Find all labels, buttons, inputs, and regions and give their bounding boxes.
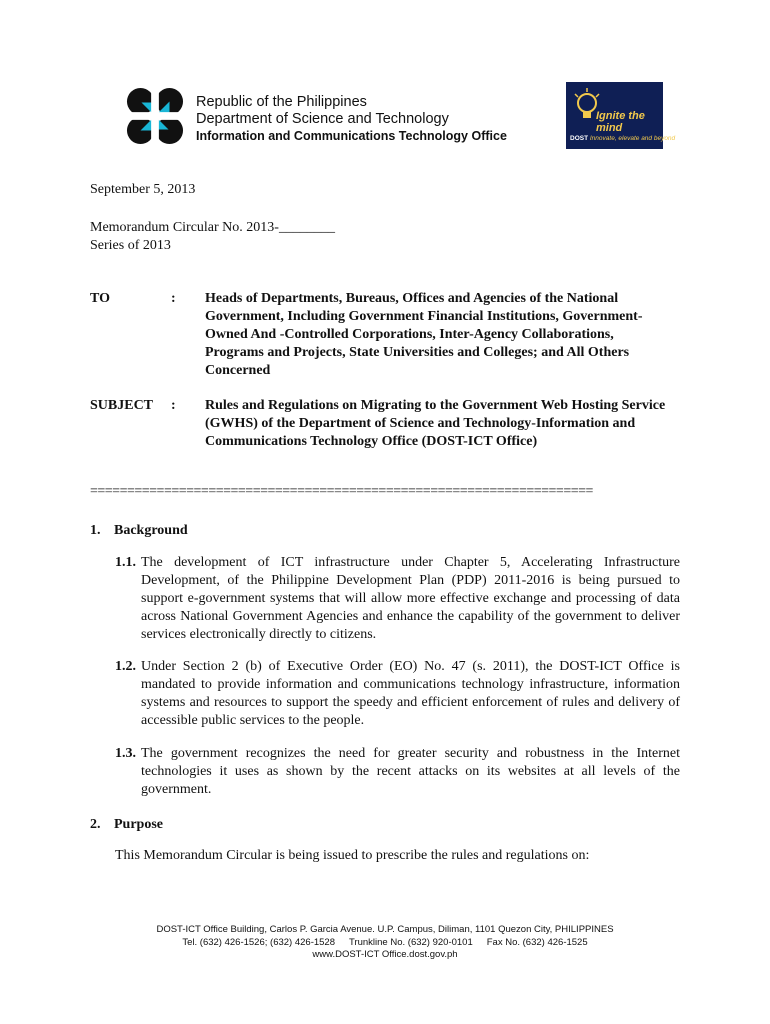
- footer-tel: Tel. (632) 426-1526; (632) 426-1528: [182, 936, 335, 948]
- dost-logo: [126, 87, 184, 145]
- header-country: Republic of the Philippines: [196, 94, 367, 110]
- footer-fax: Fax No. (632) 426-1525: [486, 936, 588, 948]
- subject-text: Rules and Regulations on Migrating to the Government Web Hosting Service (GWHS) of the Department of Science and Technology-Information and Communications Technology Office (DOST-ICT Office): [205, 398, 666, 449]
- background-item: 1.3. The government recognizes the need for greater security and robustness in the Internet technologies it uses as shown by the recent attacks on its websites at all levels of the government.: [115, 746, 680, 797]
- to-recipients: Heads of Departments, Bureaus, Offices and Agencies of the National Government, Including Government Financial Institutions, Government-Owned And -Controlled Corporations, Inter-Agency Collaborations, Programs and Projects, State Universities and Colleges; and All Others Concerned: [205, 291, 643, 378]
- letterhead: [196, 94, 507, 145]
- footer: [0, 924, 770, 962]
- footer-address: DOST-ICT Office Building, Carlos P. Garcia Avenue. U.P. Campus, Diliman, 1101 Quezon City, PHILIPPINES: [156, 924, 614, 935]
- header-office: Information and Communications Technology Office: [196, 129, 507, 143]
- purpose-text: This Memorandum Circular is being issued to prescribe the rules and regulations on:: [115, 848, 590, 863]
- memo-number: Memorandum Circular No. 2013-________: [90, 220, 335, 235]
- background-item: 1.2. Under Section 2 (b) of Executive Order (EO) No. 47 (s. 2011), the DOST-ICT Office is mandated to provide information and communications technology infrastructure, information systems and resources to support the speedy and efficient enforcement of rules and delivery of accessible public services to the people.: [115, 659, 680, 728]
- to-colon: :: [171, 291, 176, 306]
- subject-label: SUBJECT: [90, 398, 154, 413]
- separator-rule: ====================================================================: [90, 484, 593, 499]
- memo-date: September 5, 2013: [90, 182, 196, 197]
- footer-website: www.DOST-ICT Office.dost.gov.ph: [312, 949, 458, 960]
- section-purpose-heading: 2. Purpose: [90, 817, 163, 832]
- to-label: TO: [90, 291, 110, 306]
- badge-slogan: Ignite the mind: [596, 110, 645, 134]
- background-item: 1.1. The development of ICT infrastructure under Chapter 5, Accelerating Infrastructure Development, of the Philippine Development Plan (PDP) 2011-2016 is being pursued to support e-government systems that will allow more effective exchange and processing of data across National Government Agencies and enhance the capability of the government to deliver services electronically directly to citizens.: [115, 555, 680, 642]
- footer-contacts: [0, 937, 770, 950]
- badge-tagline: DOST Innovate, elevate and beyond: [570, 135, 676, 142]
- footer-trunkline: Trunkline No. (632) 920-0101: [349, 936, 473, 948]
- memo-series: Series of 2013: [90, 238, 171, 253]
- ignite-badge: [566, 82, 676, 149]
- header-department: Department of Science and Technology: [196, 111, 449, 127]
- section-background-heading: 1. Background: [90, 523, 188, 538]
- subject-colon: :: [171, 398, 176, 413]
